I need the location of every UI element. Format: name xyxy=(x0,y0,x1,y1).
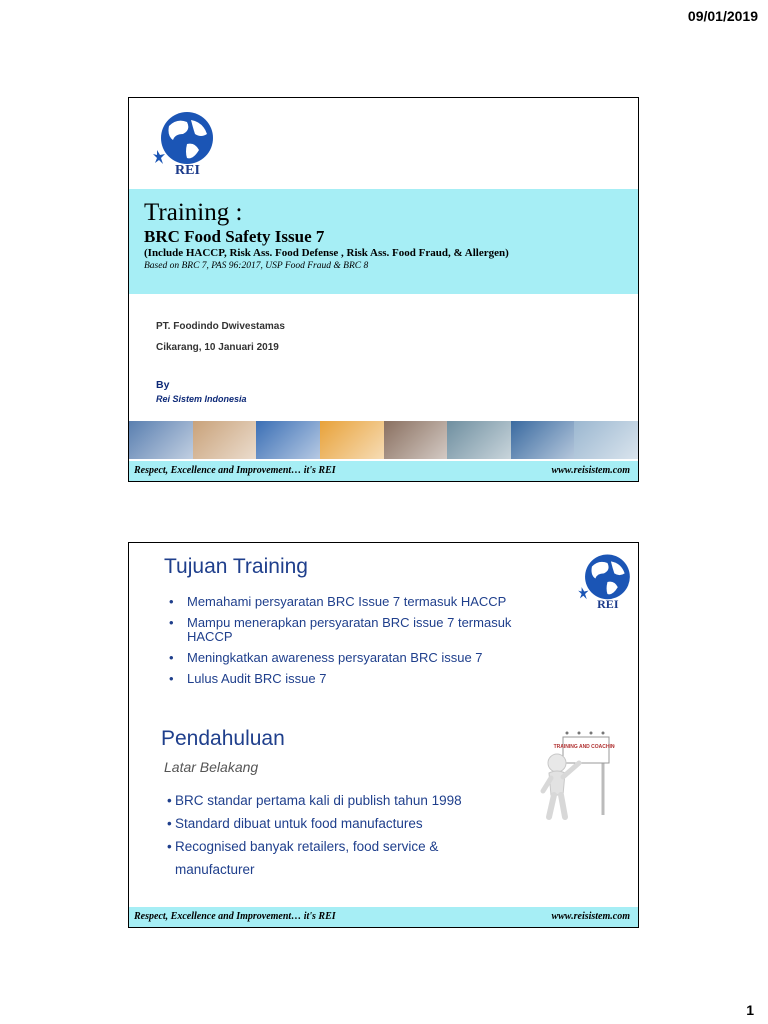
slide-title-text: Training : xyxy=(144,199,243,226)
print-date: 09/01/2019 xyxy=(687,8,758,24)
intro-list xyxy=(167,789,507,881)
list-item: • Meningkatkan awareness persyaratan BRC issue 7 xyxy=(167,651,547,665)
objectives-list xyxy=(167,595,547,693)
training-coaching-illustration xyxy=(519,723,615,823)
photo-strip xyxy=(129,421,638,459)
client-company: PT. Foodindo Dwivestamas xyxy=(156,321,285,332)
rei-logo-text: REI xyxy=(597,596,619,611)
slide-subtitle: BRC Food Safety Issue 7 xyxy=(144,227,325,246)
photo-tile xyxy=(256,421,320,459)
by-label: By xyxy=(156,379,170,391)
based-on-line: Based on BRC 7, PAS 96:2017, USP Food Fraud & BRC 8 xyxy=(144,261,369,271)
photo-tile xyxy=(574,421,638,459)
footer-website: www.reisistem.com xyxy=(551,911,630,922)
place-date: Cikarang, 10 Januari 2019 xyxy=(156,342,279,353)
presenter-name: Rei Sistem Indonesia xyxy=(156,394,247,404)
rei-logo-text: REI xyxy=(175,163,200,178)
photo-tile xyxy=(129,421,193,459)
list-item: • Lulus Audit BRC issue 7 xyxy=(167,672,547,686)
rei-globe-logo xyxy=(147,108,219,180)
footer-slogan: Respect, Excellence and Improvement… it's REI xyxy=(134,911,336,922)
section-title-pendahuluan: Pendahuluan xyxy=(161,727,285,750)
list-item: • BRC standar pertama kali di publish tahun 1998 xyxy=(167,789,507,812)
footer-website: www.reisistem.com xyxy=(551,465,630,476)
title-band xyxy=(129,189,638,294)
photo-tile xyxy=(193,421,257,459)
coach-sign-text: TRAINING AND COACHING xyxy=(553,744,615,750)
list-item: • Recognised banyak retailers, food service & manufacturer xyxy=(167,835,507,881)
section-subtitle: Latar Belakang xyxy=(164,759,259,775)
photo-tile xyxy=(447,421,511,459)
slide-objectives xyxy=(128,542,639,928)
footer-slogan: Respect, Excellence and Improvement… it's REI xyxy=(134,465,336,476)
photo-tile xyxy=(384,421,448,459)
rei-globe-logo xyxy=(573,551,635,613)
slide-title xyxy=(128,97,639,482)
photo-tile xyxy=(320,421,384,459)
section-title-tujuan: Tujuan Training xyxy=(164,555,308,578)
slide2-footer xyxy=(129,907,638,927)
list-item: • Memahami persyaratan BRC Issue 7 termasuk HACCP xyxy=(167,595,547,609)
slide1-footer xyxy=(129,461,638,481)
list-item: • Mampu menerapkan persyaratan BRC issue 7 termasuk HACCP xyxy=(167,616,547,644)
page-number: 1 xyxy=(746,1002,754,1018)
include-line: (Include HACCP, Risk Ass. Food Defense , Risk Ass. Food Fraud, & Allergen) xyxy=(144,247,509,259)
list-item: • Standard dibuat untuk food manufactures xyxy=(167,812,507,835)
photo-tile xyxy=(511,421,575,459)
